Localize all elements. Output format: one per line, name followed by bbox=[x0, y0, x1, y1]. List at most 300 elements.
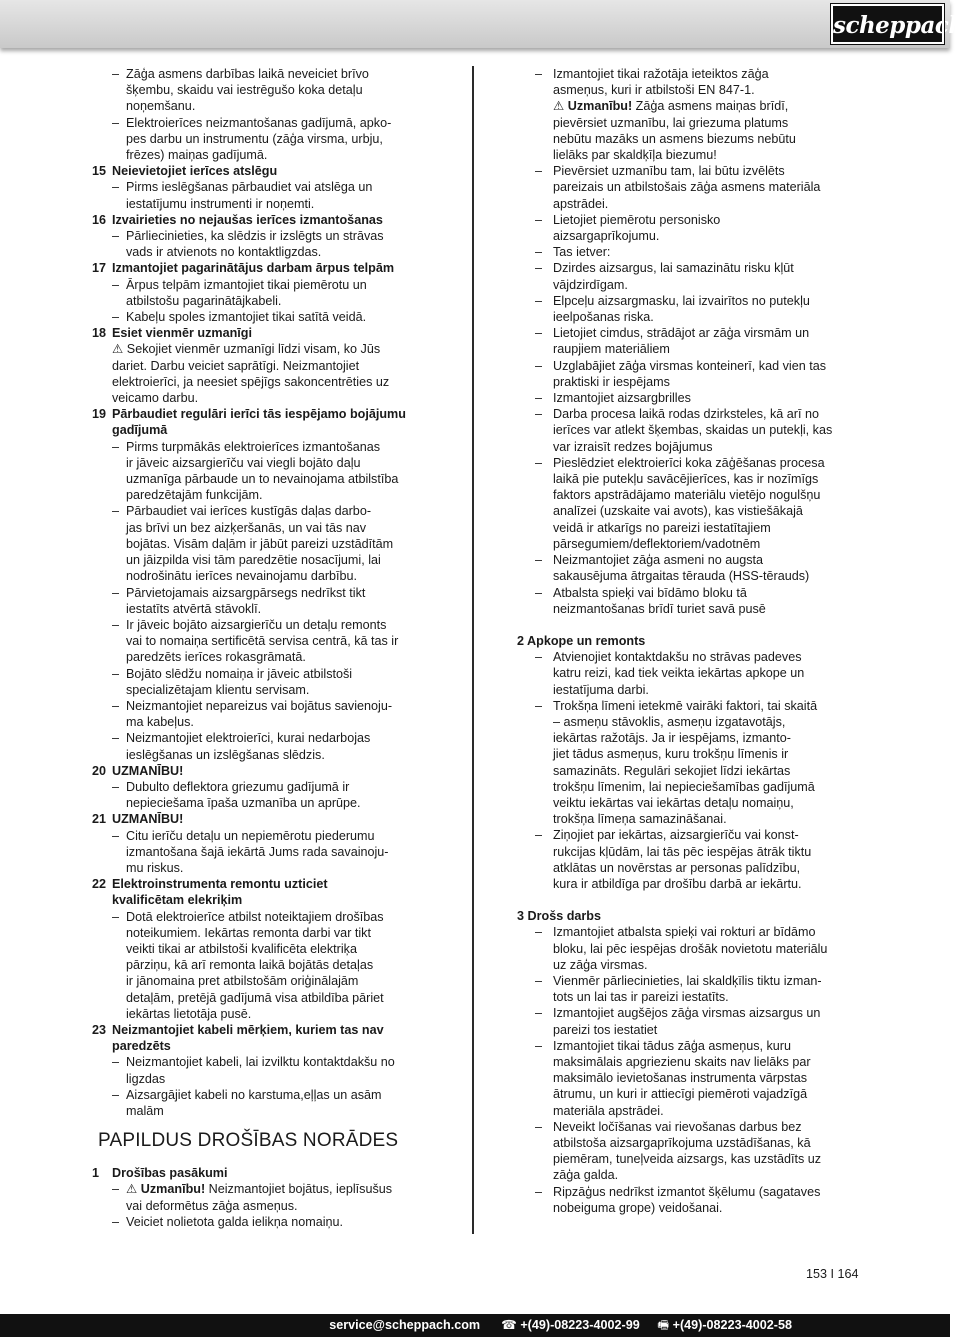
line-text: maksimālais apgriezienu skaits nav lielāks par bbox=[553, 1054, 811, 1069]
item-text bbox=[126, 698, 432, 730]
text-line bbox=[126, 601, 432, 617]
text-line bbox=[553, 536, 862, 552]
section-heading bbox=[92, 876, 432, 908]
text-line bbox=[126, 293, 432, 309]
list-item bbox=[517, 973, 862, 1005]
text-line bbox=[553, 82, 862, 98]
text-line bbox=[553, 358, 862, 374]
list-item bbox=[92, 115, 432, 164]
line-text: nodrošinātu ierīces nevainojamu darbību. bbox=[126, 569, 358, 584]
line-text: iestatījuma darbi. bbox=[553, 682, 649, 697]
text-line bbox=[553, 131, 862, 147]
dash-bullet: – bbox=[535, 585, 543, 600]
text-line bbox=[553, 957, 862, 973]
line-text: katru reizi, kad tiek veikta iekārtas apkope un bbox=[553, 666, 805, 681]
text-line bbox=[553, 1022, 862, 1038]
list-item bbox=[92, 309, 432, 325]
phone-number: +(49)-08223-4002-99 bbox=[520, 1318, 640, 1332]
list-item bbox=[92, 1087, 432, 1119]
dash-bullet: – bbox=[535, 1006, 543, 1021]
dash-bullet: – bbox=[112, 310, 120, 325]
text-line bbox=[126, 1006, 432, 1022]
text-line bbox=[112, 341, 432, 357]
dash-bullet: – bbox=[535, 925, 543, 940]
list-item bbox=[92, 277, 432, 309]
line-text: frēzes) maiņas gadījumā. bbox=[126, 148, 268, 163]
line-text: Dzirdes aizsargus, lai samazinātu risku kļūt bbox=[553, 261, 794, 276]
line-text: Neizmantojiet elektroierīci, kurai nedarbojas bbox=[126, 731, 371, 746]
line-text: apstrādei. bbox=[553, 196, 609, 211]
item-text bbox=[126, 1214, 432, 1230]
line-text: Izmantojiet tikai tādus zāģa asmeņus, kuru bbox=[553, 1038, 792, 1053]
text-line bbox=[553, 455, 862, 471]
list-item bbox=[517, 66, 862, 98]
line-text: pārziņu, kā arī remonta laikā bojātās detaļas bbox=[126, 958, 374, 973]
service-email[interactable]: service@scheppach.com bbox=[329, 1318, 481, 1332]
line-text: bloku, lai pēc iespējas drošāk novietotu materiālu bbox=[553, 941, 828, 956]
line-text: Kabeļu spoles izmantojiet tikai satītā veidā. bbox=[126, 310, 367, 325]
section-heading bbox=[92, 260, 432, 276]
dash-bullet: – bbox=[112, 909, 120, 924]
text-line bbox=[126, 990, 432, 1006]
list-item bbox=[92, 66, 432, 115]
dash-bullet: – bbox=[535, 407, 543, 422]
line-text: Lietojiet cimdus, strādājot ar zāģa virsmām un bbox=[553, 326, 810, 341]
line-text: Neveikt ločīšanas vai rievošanas darbus bez bbox=[553, 1119, 802, 1134]
section-heading bbox=[92, 212, 432, 228]
page-number: 153 I 164 bbox=[806, 1267, 859, 1281]
dash-bullet: – bbox=[535, 650, 543, 665]
section-number: 15 bbox=[92, 164, 107, 179]
text-line: UZMANĪBU! bbox=[112, 812, 184, 827]
line-text: Neizmantojiet zāģa asmeni no augsta bbox=[553, 553, 764, 568]
text-line: gadījumā bbox=[112, 423, 168, 438]
item-text bbox=[126, 1087, 432, 1119]
list-item bbox=[92, 909, 432, 1022]
dash-bullet: – bbox=[535, 293, 543, 308]
list-item bbox=[92, 698, 432, 730]
line-text: Vienmēr pārliecinieties, lai skaldķīlis tiktu izman- bbox=[553, 973, 822, 988]
line-text: bojātas. Visām daļām ir jābūt pareizi uzstādītām bbox=[126, 536, 394, 551]
text-line: Izvairieties no nejaušas ierīces izmantošanas bbox=[112, 212, 383, 227]
item-text bbox=[553, 585, 862, 617]
text-line bbox=[553, 228, 862, 244]
text-line bbox=[553, 665, 862, 681]
scheppach-logo: scheppach bbox=[831, 4, 944, 44]
section-number: 16 bbox=[92, 212, 107, 227]
line-text: ir jāveic aizsargierīču vai viegli bojāto daļu bbox=[126, 455, 361, 470]
text-line bbox=[126, 973, 432, 989]
line-text: uz zāģa virsmas. bbox=[553, 957, 648, 972]
line-text: praktiski ir iespējams bbox=[553, 374, 670, 389]
list-item bbox=[517, 1184, 862, 1216]
item-text bbox=[553, 698, 862, 828]
text-line bbox=[112, 374, 432, 390]
item-text bbox=[126, 439, 432, 504]
section-number: 1 bbox=[92, 1166, 100, 1181]
text-line bbox=[553, 1200, 862, 1216]
item-text bbox=[553, 973, 862, 1005]
text-line bbox=[553, 585, 862, 601]
line-text: var izraisīt redzes bojājumus bbox=[553, 439, 713, 454]
line-text: Elpceļu aizsargmasku, lai izvairītos no putekļu bbox=[553, 293, 810, 308]
warning-label: ⚠ Uzmanību! bbox=[553, 99, 633, 114]
text-line bbox=[553, 1086, 862, 1102]
section-heading bbox=[92, 1022, 432, 1054]
item-text bbox=[553, 163, 862, 212]
item-text bbox=[553, 1038, 862, 1119]
list-item bbox=[517, 293, 862, 325]
line-text: ātrumu, un kuri ir attiecīgi piemēroti vajadzīgā bbox=[553, 1087, 808, 1102]
text-line bbox=[126, 1181, 432, 1197]
line-text: Izmantojiet tikai ražotāja ieteiktos zāģa bbox=[553, 67, 769, 81]
text-line: Esiet vienmēr uzmanīgi bbox=[112, 326, 252, 341]
line-text: asmeņus, kuri ir atbilstoši EN 847-1. bbox=[553, 83, 755, 98]
text-line bbox=[126, 568, 432, 584]
dash-bullet: – bbox=[535, 245, 543, 260]
line-text: pareizais un atbilstošais zāģa asmens materiāla bbox=[553, 180, 821, 195]
text-line bbox=[126, 471, 432, 487]
text-line bbox=[126, 909, 432, 925]
text-line bbox=[553, 390, 862, 406]
item-text bbox=[553, 244, 862, 260]
list-item bbox=[92, 439, 432, 504]
item-text bbox=[126, 585, 432, 617]
line-text: ieslēgšanas un izslēgšanas slēdzis. bbox=[126, 747, 325, 762]
line-text: sakausējuma ātrgaitas tērauda (HSS-tērauds) bbox=[553, 569, 810, 584]
line-text: Pārbaudiet vai ierīces kustīgās daļas darbo- bbox=[126, 504, 372, 519]
list-item bbox=[517, 358, 862, 390]
list-item bbox=[517, 212, 862, 244]
text-line bbox=[112, 390, 432, 406]
text-line bbox=[126, 795, 432, 811]
item-text bbox=[126, 730, 432, 762]
text-line bbox=[553, 422, 862, 438]
paragraph bbox=[92, 341, 432, 406]
text-line bbox=[553, 325, 862, 341]
text-line bbox=[553, 196, 862, 212]
dash-bullet: – bbox=[535, 261, 543, 276]
dash-bullet: – bbox=[112, 229, 120, 244]
text-line bbox=[553, 844, 862, 860]
text-line: Drošības pasākumi bbox=[112, 1166, 228, 1181]
line-text: ma kabeļus. bbox=[126, 715, 194, 730]
text-line bbox=[126, 698, 432, 714]
section-number: 21 bbox=[92, 812, 107, 827]
dash-bullet: – bbox=[112, 439, 120, 454]
list-item bbox=[517, 552, 862, 584]
text-line bbox=[126, 82, 432, 98]
line-text: pareizi tos iestatiet bbox=[553, 1022, 658, 1037]
text-line bbox=[553, 98, 862, 114]
line-text: aizsargaprīkojumu. bbox=[553, 229, 660, 244]
line-text: Pieslēdziet elektroierīci koka zāģēšanas procesa bbox=[553, 455, 825, 470]
right-column bbox=[517, 66, 862, 1216]
list-item bbox=[92, 179, 432, 211]
text-line bbox=[553, 503, 862, 519]
text-line bbox=[126, 1214, 432, 1230]
line-text: veidā ir atkarīgs no pareizi iestatītajiem bbox=[553, 520, 771, 535]
line-text: jiet tādus asmeņus, kuru trokšņu līmenis ir bbox=[553, 747, 789, 762]
text-line bbox=[553, 244, 862, 260]
text-line bbox=[553, 147, 862, 163]
text-line bbox=[126, 714, 432, 730]
line-text: ierīces var atlekt šķembas, skaidas un putekļi, kas bbox=[553, 423, 833, 438]
text-line bbox=[126, 244, 432, 260]
line-text: Atbalsta spieķi vai bīdāmo bloku tā bbox=[553, 585, 747, 600]
text-line bbox=[126, 179, 432, 195]
text-line bbox=[126, 649, 432, 665]
item-text bbox=[126, 277, 432, 309]
text-line bbox=[126, 1087, 432, 1103]
line-text: veiktu iekārtas vai iekārtas detaļu nomaiņu, bbox=[553, 795, 794, 810]
section-number: 18 bbox=[92, 326, 107, 341]
text-line bbox=[126, 585, 432, 601]
line-text: paredzētajām funkcijām. bbox=[126, 488, 263, 503]
item-text bbox=[126, 115, 432, 164]
item-text bbox=[553, 827, 862, 892]
list-item bbox=[92, 1214, 432, 1230]
dash-bullet: – bbox=[535, 391, 543, 406]
line-text: kura ir atbildīga par drošību darbā ar iekārtu. bbox=[553, 876, 802, 891]
header-bar bbox=[0, 0, 965, 48]
section-number: 17 bbox=[92, 261, 107, 276]
line-text: Izmantojiet augšējos zāģa virsmas aizsargus un bbox=[553, 1006, 821, 1021]
text-line bbox=[126, 617, 432, 633]
section-heading bbox=[92, 1165, 432, 1181]
dash-bullet: – bbox=[112, 585, 120, 600]
dash-bullet: – bbox=[535, 455, 543, 470]
text-line bbox=[126, 941, 432, 957]
text-line: 2 Apkope un remonts bbox=[517, 633, 646, 648]
text-line bbox=[553, 374, 862, 390]
line-text: Ripzāģus nedrīkst izmantot šķēlumu (sagataves bbox=[553, 1184, 821, 1199]
text-line bbox=[553, 552, 862, 568]
text-line bbox=[126, 925, 432, 941]
line-text: pes darbu un instrumentu (zāģa virsma, urbju, bbox=[126, 131, 383, 146]
list-item bbox=[92, 730, 432, 762]
dash-bullet: – bbox=[112, 828, 120, 843]
dash-bullet: – bbox=[112, 504, 120, 519]
line-text: – asmeņu stāvoklis, asmeņu izgatavotājs, bbox=[553, 714, 786, 729]
section-number: 20 bbox=[92, 763, 107, 778]
list-item bbox=[517, 1038, 862, 1119]
line-text: Pirms ieslēgšanas pārbaudiet vai atslēga un bbox=[126, 180, 373, 195]
line-text: tots un lai tas ir pareizi iestatīts. bbox=[553, 990, 729, 1005]
text-line bbox=[553, 1070, 862, 1086]
dash-bullet: – bbox=[535, 164, 543, 179]
list-item bbox=[517, 455, 862, 552]
line-text: Dubulto deflektora griezumu gadījumā ir bbox=[126, 779, 350, 794]
list-item bbox=[517, 163, 862, 212]
item-text bbox=[553, 1184, 862, 1216]
dash-bullet: – bbox=[112, 115, 120, 130]
dash-bullet: – bbox=[535, 1119, 543, 1134]
text-line bbox=[553, 1151, 862, 1167]
line-text: laikā pie putekļu savācējierīces, kas ir nozīmīgs bbox=[553, 472, 819, 487]
dash-bullet: – bbox=[112, 1055, 120, 1070]
line-text: vads ir atvienots no kontaktligzdas. bbox=[126, 245, 322, 260]
text-line bbox=[553, 309, 862, 325]
dash-bullet: – bbox=[112, 1087, 120, 1102]
line-text: piemēram, tuneļveida aizsargs, kas uzstādīts uz bbox=[553, 1152, 822, 1167]
text-line bbox=[126, 487, 432, 503]
section-title: PAPILDUS DROŠĪBAS NORĀDES bbox=[98, 1130, 399, 1152]
dash-bullet: – bbox=[112, 1214, 120, 1229]
text-line bbox=[126, 277, 432, 293]
text-line bbox=[553, 1167, 862, 1183]
text-line bbox=[553, 795, 862, 811]
text-line bbox=[553, 260, 862, 276]
list-item bbox=[92, 228, 432, 260]
dash-bullet: – bbox=[535, 698, 543, 713]
text-line bbox=[553, 163, 862, 179]
line-text: paredzēts ierīces rokasgrāmatā. bbox=[126, 650, 306, 665]
dash-bullet: – bbox=[112, 180, 120, 195]
list-item bbox=[517, 1119, 862, 1184]
list-item bbox=[92, 828, 432, 877]
line-text: šķembu, skaidu vai iestrēgušo koka detaļu bbox=[126, 83, 363, 98]
line-text: jas brīvi un bez aizķeršanās, un vai tās nav bbox=[126, 520, 367, 535]
list-item bbox=[517, 244, 862, 260]
item-text bbox=[553, 66, 862, 98]
section-heading bbox=[92, 763, 432, 779]
text-line bbox=[553, 860, 862, 876]
list-item bbox=[517, 1005, 862, 1037]
item-text bbox=[112, 341, 432, 406]
line-text: vai to nomaiņa sertificētā servisa centrā, kā tas ir bbox=[126, 634, 399, 649]
list-item bbox=[517, 390, 862, 406]
line-text: Darba procesa laikā rodas dzirksteles, kā arī no bbox=[553, 407, 819, 422]
section-heading bbox=[92, 811, 432, 827]
text-line bbox=[553, 1184, 862, 1200]
line-text: Pirms turpmākās elektroierīces izmantošanas bbox=[126, 439, 381, 454]
text-line bbox=[553, 293, 862, 309]
dash-bullet: – bbox=[535, 1184, 543, 1199]
text-line bbox=[126, 779, 432, 795]
text-line bbox=[126, 860, 432, 876]
line-text: zāģa galda. bbox=[553, 1168, 619, 1183]
line-text: Ziņojiet par iekārtas, aizsargierīču vai konst- bbox=[553, 828, 799, 843]
text-line: 3 Drošs darbs bbox=[517, 909, 601, 924]
text-line bbox=[126, 115, 432, 131]
item-text bbox=[553, 406, 862, 455]
text-line bbox=[112, 358, 432, 374]
column-divider bbox=[472, 66, 474, 1234]
line-text: elektroierīci, ja neesiet spējīgs sakoncentrēties uz bbox=[112, 374, 390, 389]
text-line bbox=[553, 973, 862, 989]
text-line bbox=[553, 941, 862, 957]
line-text: Pievērsiet uzmanību tam, lai būtu izvēlēts bbox=[553, 164, 785, 179]
list-item bbox=[517, 406, 862, 455]
list-item bbox=[517, 649, 862, 698]
item-text bbox=[553, 212, 862, 244]
dash-bullet: – bbox=[535, 358, 543, 373]
line-text: mu riskus. bbox=[126, 860, 184, 875]
section-number: 22 bbox=[92, 877, 107, 892]
text-line bbox=[553, 406, 862, 422]
text-line bbox=[553, 601, 862, 617]
text-line bbox=[126, 682, 432, 698]
text-line: Izmantojiet pagarinātājus darbam ārpus telpām bbox=[112, 261, 395, 276]
text-line bbox=[553, 1135, 862, 1151]
text-line bbox=[126, 66, 432, 82]
text-line bbox=[553, 682, 862, 698]
text-line: paredzēts bbox=[112, 1039, 171, 1054]
dash-bullet: – bbox=[535, 67, 543, 81]
text-line bbox=[126, 455, 432, 471]
line-text: Pārliecinieties, ka slēdzis ir izslēgts un strāvas bbox=[126, 229, 384, 244]
line-text: Elektroierīces neizmantošanas gadījumā, apko- bbox=[126, 115, 392, 130]
dash-bullet: – bbox=[535, 326, 543, 341]
item-text bbox=[553, 98, 862, 163]
item-text bbox=[126, 666, 432, 698]
line-text: iestatīts atvērtā stāvoklī. bbox=[126, 601, 262, 616]
text-line bbox=[126, 1103, 432, 1119]
line-text: trokšņa līmeņa samazināšanai. bbox=[553, 812, 727, 827]
line-text: Veiciet nolietota galda ielikņa nomaiņu. bbox=[126, 1214, 344, 1229]
text-line: kvalificētam elekriķim bbox=[112, 893, 243, 908]
line-text: Atvienojiet kontaktdakšu no strāvas padeves bbox=[553, 650, 802, 665]
line-text: iekārtas lietotāja pusē. bbox=[126, 1006, 252, 1021]
list-item bbox=[517, 585, 862, 617]
line-text: Tas ietver: bbox=[553, 245, 611, 260]
list-item bbox=[92, 666, 432, 698]
line-text: ligzdas bbox=[126, 1071, 166, 1086]
text-line bbox=[553, 212, 862, 228]
phone-icon: ☎ bbox=[501, 1318, 517, 1332]
text-line bbox=[126, 828, 432, 844]
warning-label: ⚠ Uzmanību! bbox=[126, 1182, 206, 1197]
line-text: atbilstoša aizsargaprīkojuma uzstādīšanas, kā bbox=[553, 1136, 811, 1150]
item-text bbox=[553, 924, 862, 973]
line-text: raupjiem materiāliem bbox=[553, 342, 670, 357]
line-text: Neizmantojiet nepareizus vai bojātus savienoju- bbox=[126, 698, 393, 713]
section-number: 19 bbox=[92, 407, 107, 422]
line-text: iekārtas ražotājs. Ja ir iespējams, izmanto- bbox=[553, 731, 791, 746]
section-heading bbox=[92, 406, 432, 438]
line-text: Neizmantojiet kabeli, lai izvilktu kontaktdakšu no bbox=[126, 1055, 395, 1070]
text-line bbox=[553, 763, 862, 779]
line-text: faktors apstrādājamo materiālu vietējo nogulšņu bbox=[553, 488, 821, 503]
text-line bbox=[553, 730, 862, 746]
dash-bullet: – bbox=[112, 666, 120, 681]
item-text bbox=[126, 617, 432, 666]
text-line bbox=[126, 520, 432, 536]
line-text: iestatījumu instrumenti ir noņemti. bbox=[126, 196, 315, 211]
text-line: Pārbaudiet regulāri ierīci tās iespējamo bojājumu bbox=[112, 407, 406, 422]
footer-bar bbox=[0, 1314, 950, 1337]
text-line bbox=[553, 439, 862, 455]
text-line bbox=[553, 649, 862, 665]
list-item bbox=[517, 924, 862, 973]
spacer bbox=[517, 892, 862, 908]
text-line bbox=[126, 1054, 432, 1070]
item-text bbox=[553, 260, 862, 292]
line-text: noņemšanu. bbox=[126, 99, 196, 114]
list-item bbox=[92, 585, 432, 617]
list-item bbox=[517, 260, 862, 292]
text-line: UZMANĪBU! bbox=[112, 763, 184, 778]
item-text bbox=[553, 1119, 862, 1184]
line-text: lielāks par skaldķīļa biezumu! bbox=[553, 148, 717, 163]
list-item bbox=[92, 617, 432, 666]
line-text: vai deformētus zāģa asmeņus. bbox=[126, 1198, 298, 1213]
text-line bbox=[126, 536, 432, 552]
text-line bbox=[553, 471, 862, 487]
text-line: Neievietojiet ierīces atslēgu bbox=[112, 164, 278, 179]
line-text: atbilstošu pagarinātājkabeli. bbox=[126, 293, 282, 308]
